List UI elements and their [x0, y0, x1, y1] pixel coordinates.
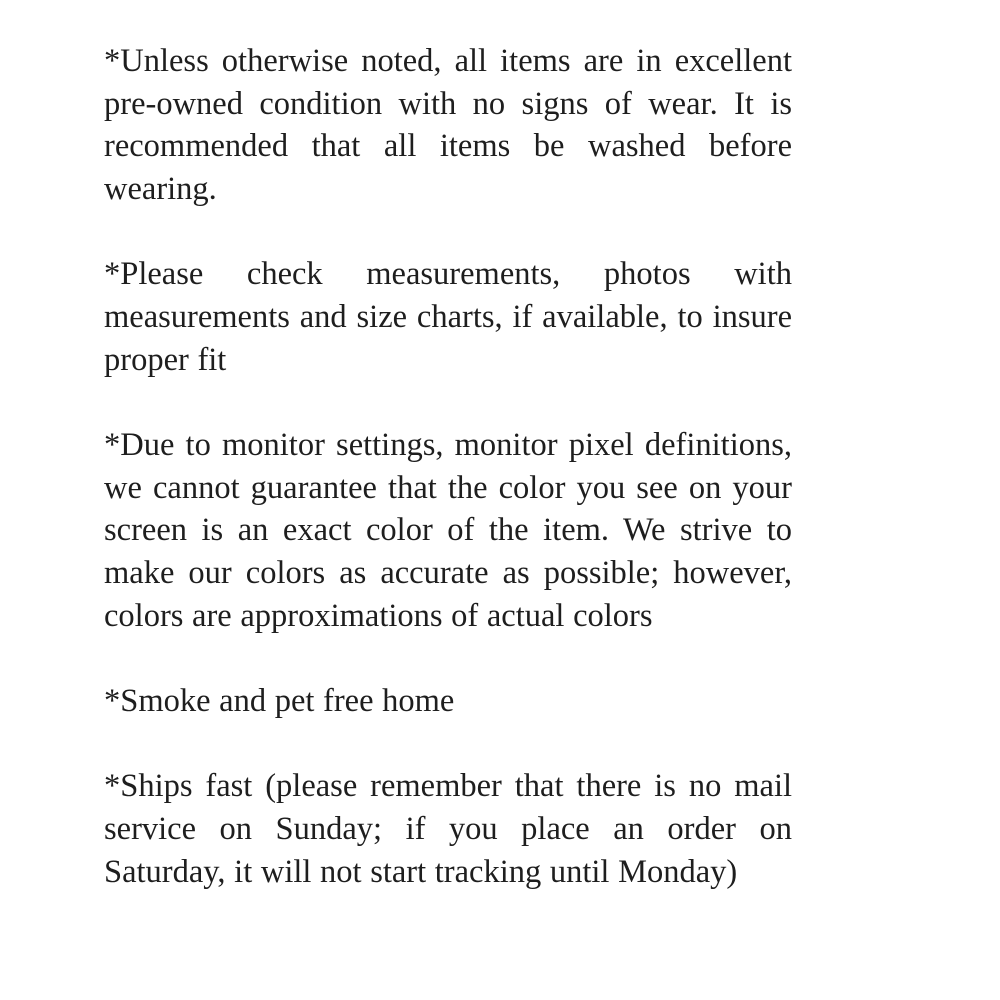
note-color-disclaimer: *Due to monitor settings, monitor pixel definitions, we cannot guarantee that the color you see on your screen is an exact color of the item. We strive to make our colors as accurate as possible; however, colors are approximations of actual colors [104, 426, 792, 634]
note-condition: *Unless otherwise noted, all items are in excellent pre-owned condition with no signs of wear. It is recommended that all items be washed before wearing. [104, 43, 792, 208]
listing-notes [104, 40, 792, 893]
note-shipping: *Ships fast (please remember that there is no mail service on Sunday; if you place an order on Saturday, it will not start tracking until Monday) [104, 768, 792, 890]
note-smoke-pet-free: *Smoke and pet free home [104, 682, 455, 719]
note-measurements: *Please check measurements, photos with measurements and size charts, if available, to insure proper fit [104, 256, 792, 378]
